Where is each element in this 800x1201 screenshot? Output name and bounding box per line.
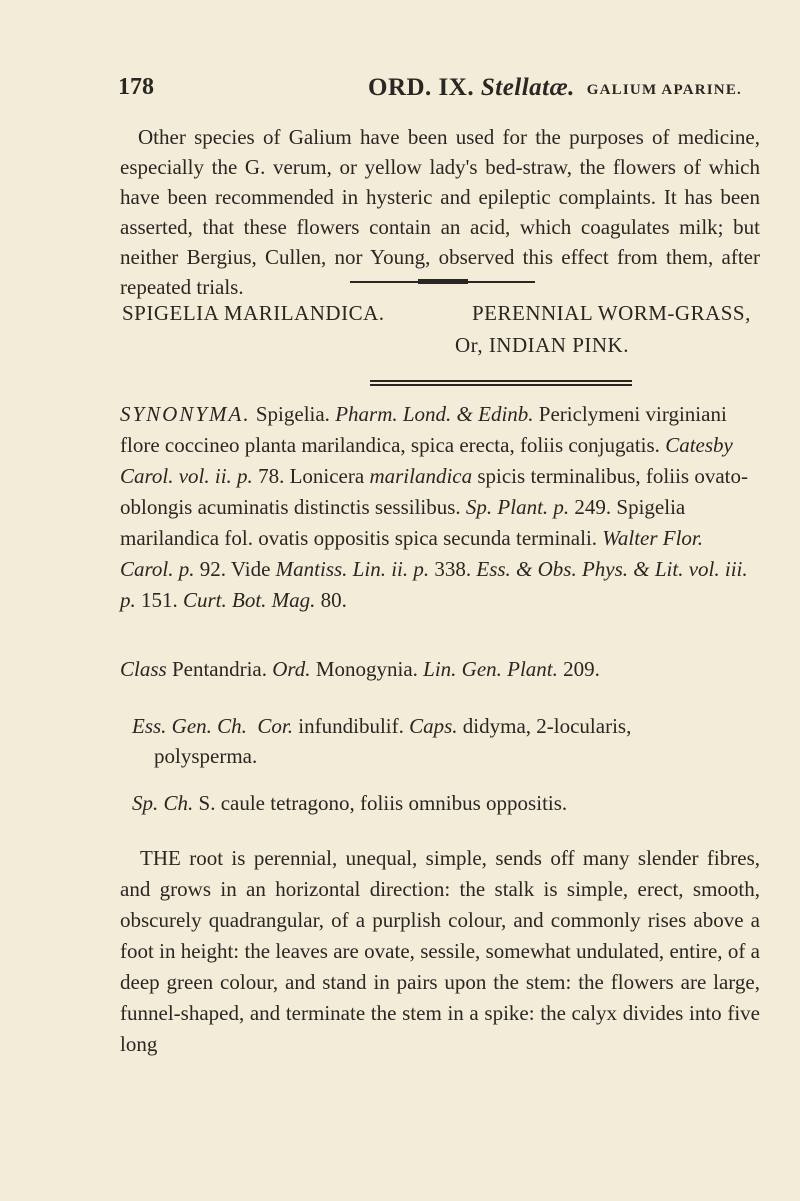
sp-value: S. caule tetragono, foliis omnibus oppositis. — [193, 791, 568, 815]
syn-ref-ess: Ess. & Obs. Phys. & Lit. vol. iii. p. — [120, 557, 748, 612]
running-header — [118, 74, 742, 108]
section-tag: GALIUM APARINE. — [586, 82, 742, 98]
description-paragraph: THE root is perennial, unequal, simple, sends off many slender fibres, and grows in an horizontal direction: the stalk is simple, erect, smooth, obscurely quadrangular, of a purplish colour, and commonly rises above a foot in height: the leaves are ovate, sessile, somewhat undulated, entire, of a deep green colour, and stand in pairs upon the stem: the flowers are large, funnel-shaped, and terminate the stem in a spike: the calyx divides into five long — [120, 846, 760, 1056]
synonyma-block — [120, 399, 760, 616]
class-label: Class — [120, 657, 167, 681]
caps-value: didyma, 2-locularis, — [457, 714, 632, 738]
syn-ref-walter: Walter Flor. Carol. p. — [120, 526, 704, 581]
syn-ref-curt: Curt. Bot. Mag. — [183, 588, 316, 612]
syn-text-5: 92. Vide — [194, 557, 276, 581]
syn-text-3: spicis terminalibus, foliis ovato-oblongis acuminatis distinctis sessilibus. — [120, 464, 748, 519]
page-number: 178 — [118, 74, 154, 100]
syn-text-1: Periclymeni virginiani flore coccineo planta marilandica, spica erecta, foliis conjugatis. — [120, 402, 727, 457]
essential-character — [132, 711, 762, 771]
ess-label: Ess. Gen. Ch. — [132, 714, 247, 738]
ord-label: Ord. — [272, 657, 311, 681]
sp-label: Sp. Ch. — [132, 791, 194, 815]
caps-label: Caps. — [409, 714, 458, 738]
class-value: Pentandria. — [166, 657, 273, 681]
synonyma-label: SYNONYMA. — [120, 402, 251, 426]
syn-text-7: 151. — [135, 588, 183, 612]
syn-ref-marilandica: marilandica — [369, 464, 473, 488]
order-heading — [368, 74, 575, 102]
intro-paragraph: Other species of Galium have been used for the purposes of medicine, especially the G. verum, or yellow lady's bed-straw, the flowers of which have been recommended in hysteric and epileptic complaints. It has been asserted, that these flowers contain an acid, which coagulates milk; but neither Bergius, Cullen, nor Young, observed this effect from them, after repeated trials. — [120, 125, 760, 299]
cor-value: infundibulif. — [293, 714, 410, 738]
ord-value: Monogynia. — [310, 657, 424, 681]
cor-label: Cor. — [257, 714, 294, 738]
syn-text-8: 80. — [315, 588, 347, 612]
ess-continuation: polysperma. — [154, 744, 258, 768]
syn-text-0: Spigelia. — [250, 402, 336, 426]
syn-ref-pharm: Pharm. Lond. & Edinb. — [335, 402, 534, 426]
latin-name: SPIGELIA MARILANDICA. — [122, 301, 385, 325]
double-rule-bottom — [370, 384, 632, 386]
syn-text-2: 78. Lonicera — [252, 464, 370, 488]
specific-character — [132, 791, 567, 816]
double-rule-top — [370, 380, 632, 382]
syn-text-6: 338. — [429, 557, 477, 581]
class-line — [120, 657, 600, 682]
alternate-name: Or, INDIAN PINK. — [455, 333, 629, 357]
divider-rule-ornament — [418, 279, 468, 284]
common-name: PERENNIAL WORM-GRASS, — [472, 301, 751, 325]
gen-plant-num: 209. — [557, 657, 600, 681]
syn-ref-catesby: Catesby Carol. vol. ii. p. — [120, 433, 733, 488]
order-label: ORD. IX. — [368, 74, 475, 101]
syn-ref-sp-plant: Sp. Plant. p. — [465, 495, 570, 519]
syn-text-4: 249. Spigelia marilandica fol. ovatis oppositis spica secunda terminali. — [120, 495, 686, 550]
syn-ref-mantiss: Mantiss. Lin. ii. p. — [275, 557, 430, 581]
order-name: Stellatæ. — [480, 74, 575, 101]
gen-plant-ref: Lin. Gen. Plant. — [423, 657, 558, 681]
